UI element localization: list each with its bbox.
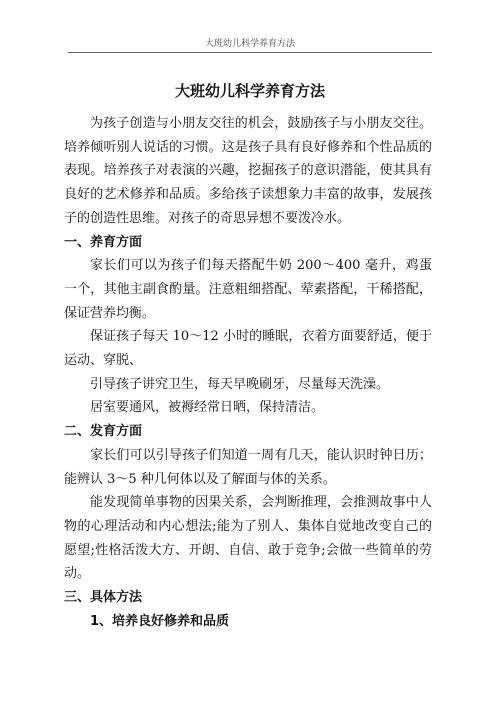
body-paragraph: 保证孩子每天 10～12 小时的睡眠，衣着方面要舒适，便于运动、穿脱、	[64, 329, 432, 369]
subsection-heading: 1、培养良好修养和品质	[90, 613, 230, 629]
page-header: 大班幼儿科学养育方法	[204, 39, 295, 49]
document-title: 大班幼儿科学养育方法	[174, 82, 325, 100]
section-heading-development: 二、发育方面	[64, 424, 143, 440]
body-paragraph: 家长们可以为孩子们每天搭配牛奶 200～400 毫升，鸡蛋一个，其他主副食酌量。注意粗细搭配、荤素搭配，干稀搭配，保证营养均衡。	[64, 258, 432, 321]
intro-paragraph: 为孩子创造与小朋友交往的机会，鼓励孩子与小朋友交往。培养倾听别人说话的习惯。这是孩子具有良好修养和个性品质的表现。培养孩子对表演的兴趣，挖掘孩子的意识潜能，使其具有良好的艺术修养和品质。多给孩子读想象力丰富的故事，发展孩子的创造性思维。对孩子的奇思异想不要泼冷水。	[64, 116, 432, 226]
body-paragraph: 居室要通风，被褥经常日晒，保持清洁。	[90, 400, 325, 416]
section-heading-methods: 三、具体方法	[64, 590, 143, 606]
document-body	[64, 112, 432, 633]
section-heading-nurturing: 一、养育方面	[64, 234, 143, 250]
body-paragraph: 能发现简单事物的因果关系，会判断推理，会推测故事中人物的心理活动和内心想法;能为了别人、集体自觉地改变自己的愿望;性格活泼大方、开朗、自信、敢于竞争;会做一些简单的劳动。	[64, 495, 432, 582]
header-divider	[68, 52, 432, 53]
body-paragraph: 家长们可以引导孩子们知道一周有几天，能认识时钟日历；能辨认 3～5 种几何体以及了解面与体的关系。	[64, 447, 432, 487]
body-paragraph: 引导孩子讲究卫生，每天早晚刷牙，尽量每天洗澡。	[90, 376, 390, 392]
